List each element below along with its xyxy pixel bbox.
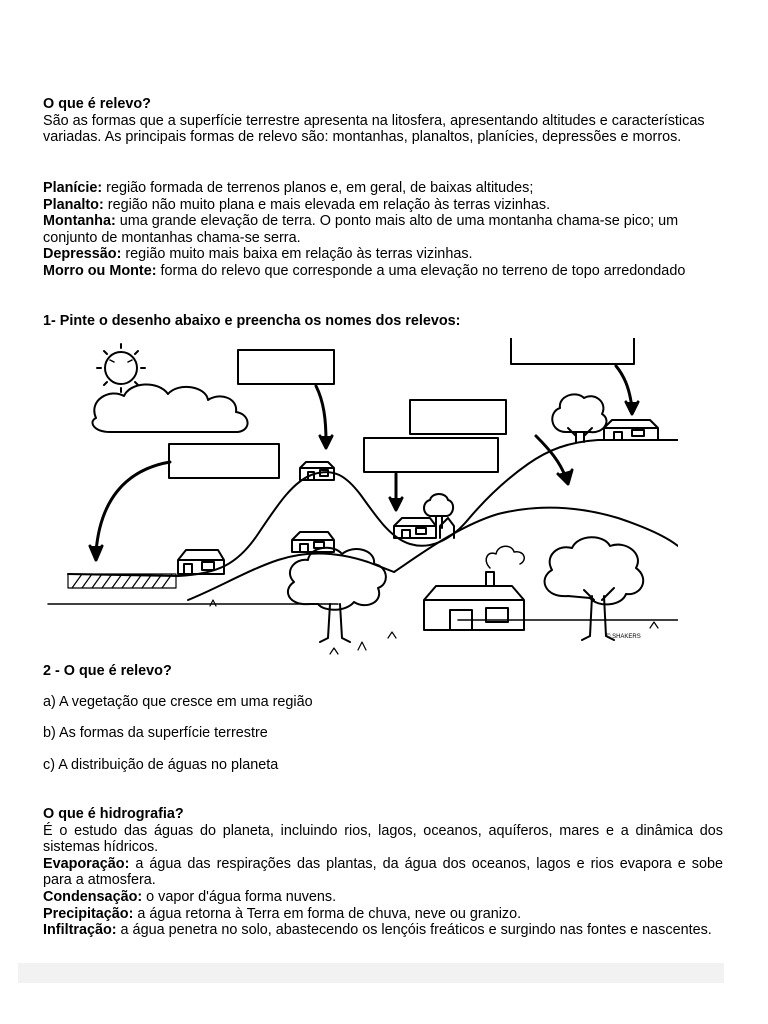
label-box-planalto[interactable] bbox=[511, 338, 634, 364]
ground-line bbox=[48, 604, 678, 620]
relevo-heading: O que é relevo? bbox=[43, 96, 151, 112]
plain-hatching bbox=[68, 574, 176, 588]
hidrografia-intro: É o estudo das águas do planeta, incluindo rios, lagos, oceanos, aquíferos, mares e a dinâmica dos sistemas hídricos. bbox=[43, 822, 723, 856]
term-morro: Morro ou Monte: bbox=[43, 262, 157, 279]
term-montanha: Montanha: bbox=[43, 213, 116, 230]
text-depressao: região muito mais baixa em relação às terras vizinhas. bbox=[121, 246, 473, 263]
exercise1 bbox=[43, 313, 723, 330]
label-box-morro[interactable] bbox=[410, 400, 506, 434]
option-b-text: b) As formas da superfície terrestre bbox=[43, 725, 268, 741]
term-planalto: Planalto: bbox=[43, 196, 104, 213]
tree-right-icon bbox=[545, 537, 644, 640]
house-plain-icon bbox=[178, 550, 224, 574]
text-infiltracao: a água penetra no solo, abastecendo os lençóis freáticos e surgindo nas fontes e nascentes. bbox=[116, 922, 712, 939]
exercise1-heading: 1- Pinte o desenho abaixo e preencha os nomes dos relevos: bbox=[43, 313, 461, 329]
definition-planicie bbox=[43, 180, 723, 197]
option-a-text: a) A vegetação que cresce em uma região bbox=[43, 694, 313, 710]
text-condensacao: o vapor d'água forma nuvens. bbox=[142, 888, 337, 905]
text-precipitacao: a água retorna à Terra em forma de chuva, neve ou granizo. bbox=[133, 905, 522, 922]
house-main-icon bbox=[424, 546, 524, 630]
definition-infiltracao bbox=[43, 922, 723, 939]
definition-planalto bbox=[43, 197, 723, 214]
house-valley-icon bbox=[394, 518, 454, 538]
tree-left-icon bbox=[288, 548, 386, 642]
relevo-intro: São as formas que a superfície terrestre apresenta na litosfera, apresentando altitudes e características variadas. As principais formas de relevo são: montanhas, planaltos, planícies, depressões e morros. bbox=[43, 112, 705, 146]
term-depressao: Depressão: bbox=[43, 246, 122, 263]
tree-plateau-icon bbox=[552, 394, 606, 442]
hidrografia-section bbox=[43, 806, 723, 939]
relevo-definitions bbox=[43, 180, 723, 280]
text-planicie: região formada de terrenos planos e, em geral, de baixas altitudes; bbox=[102, 180, 534, 196]
illustration-credit: © SHAKERS bbox=[606, 634, 641, 640]
definition-montanha bbox=[43, 213, 723, 246]
term-condensacao: Condensação: bbox=[43, 888, 143, 905]
definition-morro bbox=[43, 263, 723, 280]
option-c-text: c) A distribuição de águas no planeta bbox=[43, 757, 279, 773]
exercise2-heading: 2 - O que é relevo? bbox=[43, 663, 172, 679]
relief-illustration bbox=[38, 338, 678, 662]
exercise2-option-b[interactable] bbox=[43, 725, 723, 742]
term-precipitacao: Precipitação: bbox=[43, 905, 134, 922]
text-morro: forma do relevo que corresponde a uma elevação no terreno de topo arredondado bbox=[156, 262, 686, 279]
cloud-icon bbox=[92, 384, 247, 432]
house-plateau-icon bbox=[604, 420, 658, 440]
term-infiltracao: Infiltração: bbox=[43, 922, 117, 939]
exercise2-option-a[interactable] bbox=[43, 694, 723, 711]
label-box-depressao[interactable] bbox=[364, 438, 498, 472]
definition-evaporacao bbox=[43, 856, 723, 889]
text-montanha: uma grande elevação de terra. O ponto mais alto de uma montanha chama-se pico; um conjunto de montanhas chama-se serra. bbox=[43, 213, 679, 246]
exercise2-option-c[interactable] bbox=[43, 757, 723, 774]
text-planalto: região não muito plana e mais elevada em relação às terras vizinhas. bbox=[103, 196, 551, 213]
definition-depressao bbox=[43, 246, 723, 263]
text-evaporacao: a água das respirações das plantas, da água dos oceanos, lagos e rios evapora e sobe para a atmosfera. bbox=[43, 855, 723, 889]
relevo-section bbox=[43, 96, 723, 146]
tree-small-icon bbox=[424, 494, 453, 528]
house-slope-icon bbox=[292, 532, 334, 552]
definition-precipitacao bbox=[43, 906, 723, 923]
term-evaporacao: Evaporação: bbox=[43, 855, 130, 872]
label-box-montanha[interactable] bbox=[238, 350, 334, 384]
term-planicie: Planície: bbox=[43, 180, 103, 196]
definition-condensacao bbox=[43, 889, 723, 906]
page-footer-bar bbox=[18, 963, 724, 983]
hidrografia-heading: O que é hidrografia? bbox=[43, 806, 184, 822]
exercise2 bbox=[43, 663, 723, 680]
label-box-planicie[interactable] bbox=[169, 444, 279, 478]
